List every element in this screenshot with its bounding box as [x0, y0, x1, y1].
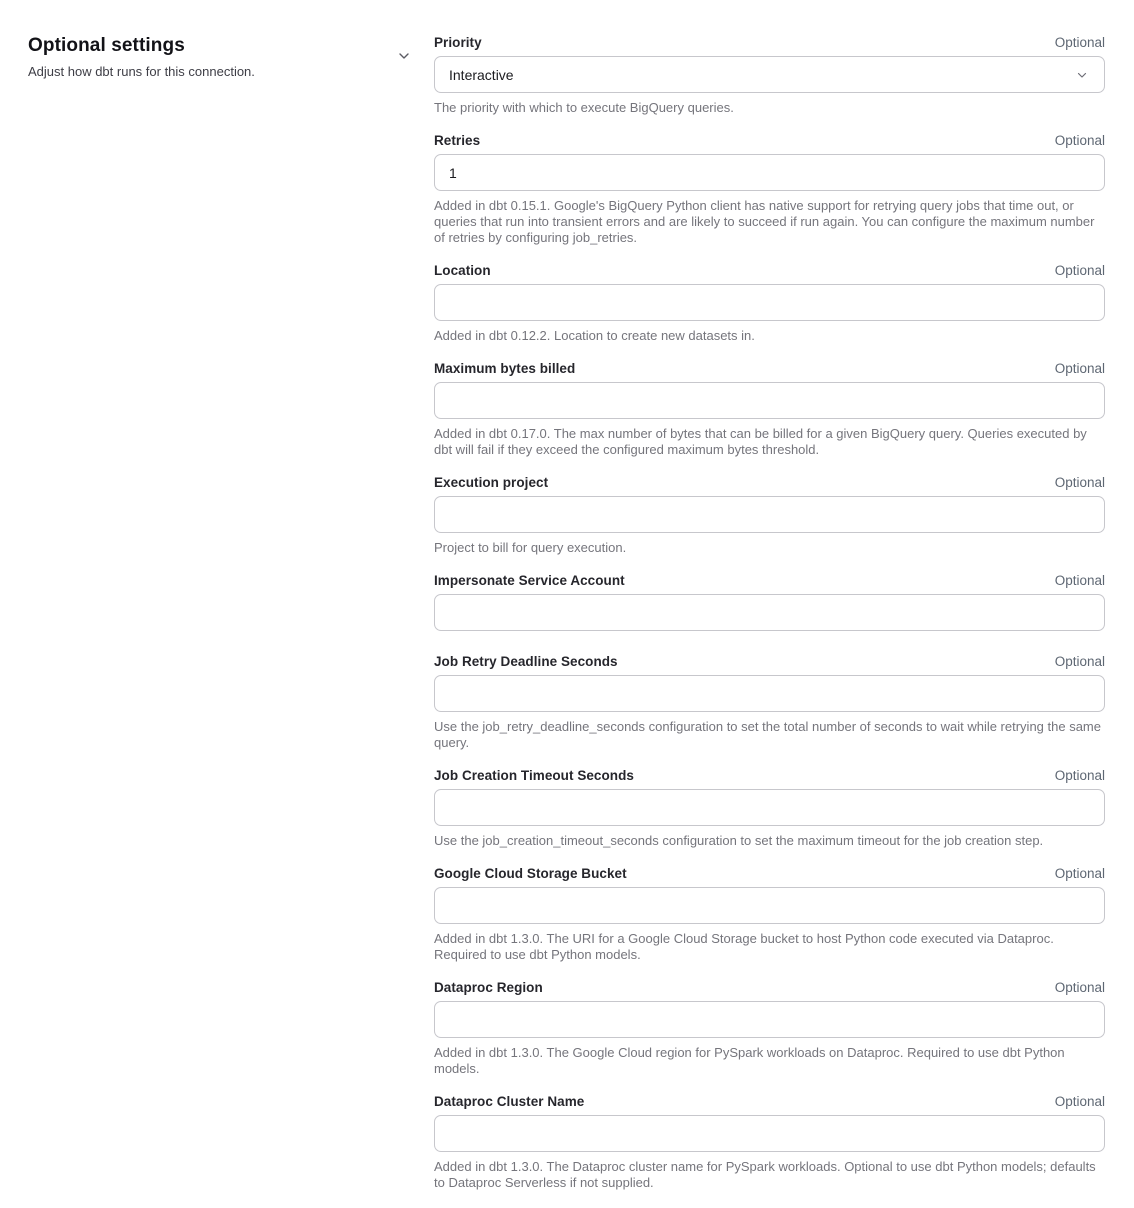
text-input[interactable] — [434, 496, 1105, 533]
field-head — [434, 1094, 1105, 1109]
chevron-down-icon — [397, 49, 411, 63]
field-label: Impersonate Service Account — [434, 573, 625, 588]
field-head — [434, 475, 1105, 490]
optional-badge: Optional — [1054, 133, 1105, 148]
optional-badge: Optional — [1054, 573, 1105, 588]
field-head — [434, 573, 1105, 588]
text-input[interactable] — [434, 675, 1105, 712]
field-help: Added in dbt 1.3.0. The URI for a Google Cloud Storage bucket to host Python code executed via Dataproc. Required to use dbt Python models. — [434, 931, 1054, 962]
section-collapse-button[interactable] — [392, 44, 416, 68]
text-input[interactable] — [434, 284, 1105, 321]
field-label: Job Creation Timeout Seconds — [434, 768, 634, 783]
field-label: Dataproc Cluster Name — [434, 1094, 585, 1109]
field-head — [434, 133, 1105, 148]
field-head — [434, 980, 1105, 995]
field-group-priority — [434, 35, 1105, 116]
text-input[interactable] — [434, 154, 1105, 191]
field-help: Added in dbt 1.3.0. The Google Cloud region for PySpark workloads on Dataproc. Required to use dbt Python models. — [434, 1045, 1065, 1076]
field-label: Maximum bytes billed — [434, 361, 576, 376]
optional-badge: Optional — [1054, 768, 1105, 783]
field-group-dataproc-region — [434, 980, 1105, 1077]
section-header — [28, 34, 380, 80]
field-help: Added in dbt 1.3.0. The Dataproc cluster name for PySpark workloads. Optional to use dbt Python models; defaults to Dataproc Serverless if not supplied. — [434, 1159, 1096, 1190]
optional-badge: Optional — [1054, 1094, 1105, 1109]
text-input[interactable] — [434, 382, 1105, 419]
field-label: Google Cloud Storage Bucket — [434, 866, 627, 881]
optional-badge: Optional — [1054, 654, 1105, 669]
optional-badge: Optional — [1054, 35, 1105, 50]
section-description: Adjust how dbt runs for this connection. — [28, 64, 255, 79]
field-head — [434, 866, 1105, 881]
field-head — [434, 361, 1105, 376]
field-help: Use the job_creation_timeout_seconds configuration to set the maximum timeout for the job creation step. — [434, 833, 1044, 848]
field-help: Added in dbt 0.12.2. Location to create new datasets in. — [434, 328, 755, 343]
field-head — [434, 263, 1105, 278]
field-label: Dataproc Region — [434, 980, 543, 995]
optional-badge: Optional — [1054, 980, 1105, 995]
settings-form — [434, 35, 1105, 1208]
field-group-dataproc-cluster-name — [434, 1094, 1105, 1191]
optional-badge: Optional — [1054, 475, 1105, 490]
optional-badge: Optional — [1054, 361, 1105, 376]
field-head — [434, 768, 1105, 783]
field-group-job-retry-deadline-seconds — [434, 654, 1105, 751]
field-group-retries — [434, 133, 1105, 246]
field-label: Job Retry Deadline Seconds — [434, 654, 618, 669]
section-title: Optional settings — [28, 35, 185, 56]
field-help: The priority with which to execute BigQuery queries. — [434, 100, 734, 115]
select-input[interactable] — [434, 56, 1105, 93]
field-label: Execution project — [434, 475, 549, 490]
field-help: Added in dbt 0.15.1. Google's BigQuery Python client has native support for retrying query jobs that time out, or queries that run into transient errors and are likely to succeed if run again. You can configure the maximum number of retries by configuring job_retries. — [434, 198, 1095, 245]
field-help: Project to bill for query execution. — [434, 540, 627, 555]
field-head — [434, 654, 1105, 669]
optional-badge: Optional — [1054, 263, 1105, 278]
text-input[interactable] — [434, 789, 1105, 826]
field-label: Location — [434, 263, 491, 278]
chevron-down-icon — [1076, 69, 1088, 81]
field-group-google-cloud-storage-bucket — [434, 866, 1105, 963]
optional-badge: Optional — [1054, 866, 1105, 881]
field-help: Use the job_retry_deadline_seconds configuration to set the total number of seconds to wait while retrying the same query. — [434, 719, 1101, 750]
text-input[interactable] — [434, 1001, 1105, 1038]
field-group-impersonate-service-account — [434, 573, 1105, 631]
field-label: Priority — [434, 35, 482, 50]
text-input[interactable] — [434, 594, 1105, 631]
field-group-job-creation-timeout-seconds — [434, 768, 1105, 849]
field-group-maximum-bytes-billed — [434, 361, 1105, 458]
field-group-execution-project — [434, 475, 1105, 556]
text-input[interactable] — [434, 1115, 1105, 1152]
field-label: Retries — [434, 133, 481, 148]
field-group-location — [434, 263, 1105, 344]
select-value: Interactive — [449, 66, 514, 83]
field-help: Added in dbt 0.17.0. The max number of bytes that can be billed for a given BigQuery query. Queries executed by dbt will fail if they exceed the configured maximum bytes threshold. — [434, 426, 1087, 457]
text-input[interactable] — [434, 887, 1105, 924]
field-head — [434, 35, 1105, 50]
